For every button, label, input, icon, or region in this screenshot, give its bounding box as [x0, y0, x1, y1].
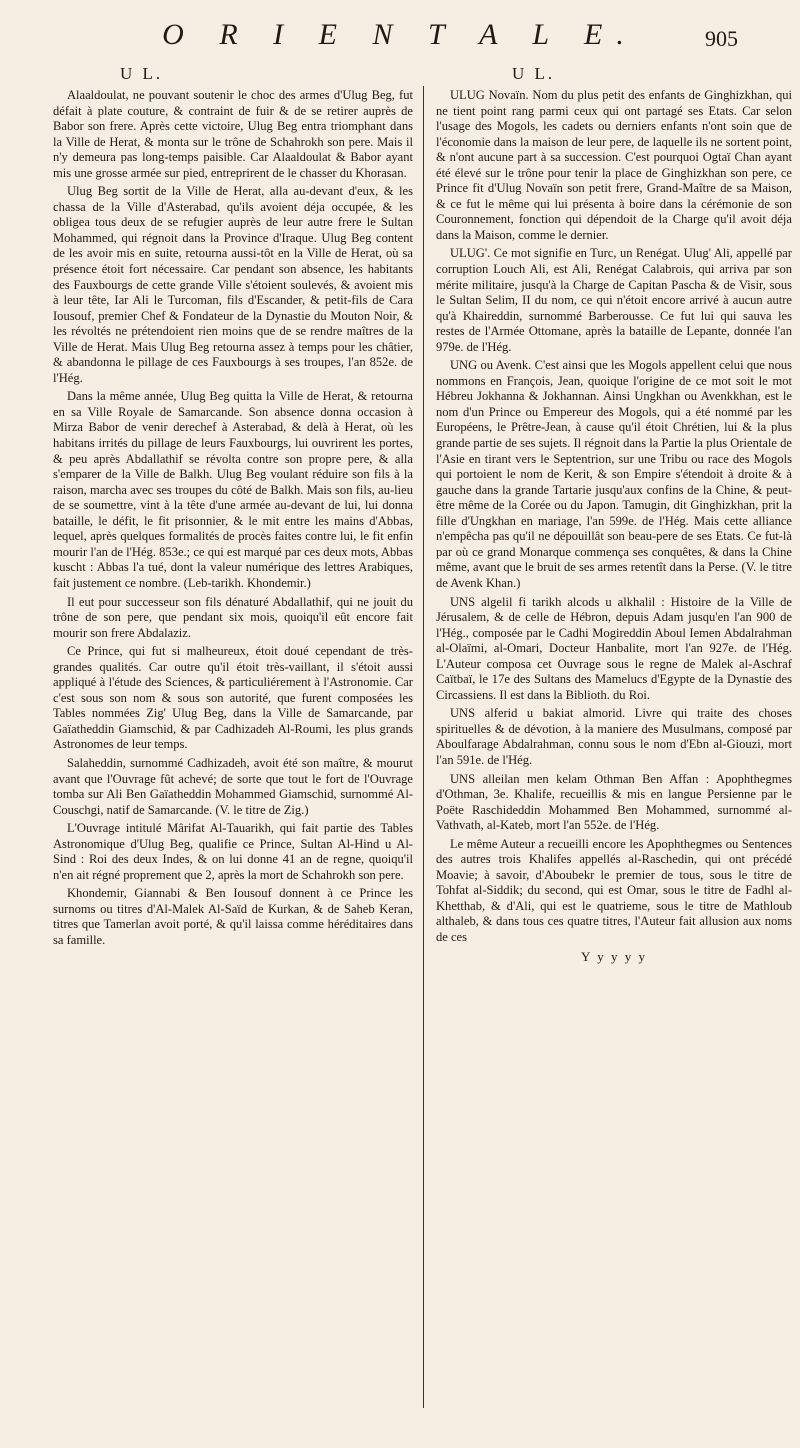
running-head: O R I E N T A L E.	[162, 18, 638, 51]
paragraph: UNS alferid u bakiat almorid. Livre qui traite des choses spirituelles & de dévotion, à la maniere des Musulmans, composé par Aboulfarage Abdalrahman, connu sous le nom d'Ebn al-Giouzi, mort l'an 591e. de l'Hég.	[436, 706, 792, 767]
page-number: 905	[705, 26, 738, 51]
paragraph: Khondemir, Giannabi & Ben Iousouf donnent à ce Prince les surnoms ou titres d'Al-Malek Al-Saïd de Kurkan, & de Saheb Keran, titres que Tamerlan avoit porté, & qu'il laissa comme héréditaires dans sa famille.	[53, 886, 413, 947]
column-divider	[423, 86, 424, 1408]
paragraph: Salaheddin, surnommé Cadhizadeh, avoit été son maître, & mourut avant que l'Ouvrage fût achevé; de sorte que tout le fort de l'Ouvrage tomba sur Ali Ben Gaïatheddin Mohammed Giamschid, surnommé Al-Couschgi, natif de Samarcande. (V. le titre de Zig.)	[53, 755, 413, 817]
left-column	[53, 88, 413, 952]
paragraph: Dans la même année, Ulug Beg quitta la Ville de Herat, & retourna en sa Ville Royale de Samarcande. Son absence donna occasion à Mirza Babor de venir derechef à Asterabad, & delà à Herat, où les habitans irrités du pillage de leurs Fauxbourgs, lui ouvrirent les portes, & peu après Abdallathif se révolta contre son propre pere, & alla s'emparer de la Ville de Balkh. Ulug Beg voulant réduire son fils à la raison, marcha avec ses troupes du côté de Balkh. Mais son fils, au-lieu de se soumettre, vint à la tête d'une armée au-devant de lui, lui donna bataille, le défit, le fit prisonnier, & le mit entre les mains d'Abbas, lequel, après quelques formalités de procès faites contre lui, le fit enfin mourir l'an de l'Hég. 853e.; ce qui est marqué par ces deux mots, Abbas kuscht : Abbas l'a tué, dont la valeur numérique des lettres Arabiques, fait justement ce nombre. (Leb-tarikh. Khondemir.)	[53, 389, 413, 590]
left-column-head: U L.	[120, 64, 164, 83]
paragraph: ULUG'. Ce mot signifie en Turc, un Renégat. Ulug' Ali, appellé par corruption Louch Ali, est Ali, Renégat Calabrois, qui arriva par son mérite militaire, jusqu'à la Charge de Capitan Pascha & de Visir, sous le Sultan Selim, II du nom, ce qui n'étoit encore arrivé à aucun autre qu'à Khaireddin, surnommé Barberousse. Ce fut lui qui sauva les restes de l'Armée Ottomane, après la bataille de Lepante, donnée l'an 979e. de l'Hég.	[436, 246, 792, 354]
right-column	[436, 88, 792, 964]
paragraph: UNS algelil fi tarikh alcods u alkhalil : Histoire de la Ville de Jérusalem, & de celle de Hébron, depuis Adam jusqu'en l'an 900 de l'Hég., composée par le Cadhi Mogireddin Aboul Iemen Abdalrahman al-Olaïmi, al-Omari, Docteur Hanbalite, mort l'an 927e. de l'Hég. L'Auteur composa cet Ouvrage sous le regne de Malek al-Aschraf Caïtbaï, le 17e des Sultans des Mamelucs d'Egypte de la Dynastie des Circassiens. Il est dans la Biblioth. du Roi.	[436, 594, 792, 702]
paragraph: L'Ouvrage intitulé Mârifat Al-Tauarikh, qui fait partie des Tables Astronomique d'Ulug Beg, qualifie ce Prince, Sultan Al-Hind u Al-Sind : Roi des deux Indes, & on lui donne 41 an de regne, quoiqu'il n'en ait régné proprement que 2, après la mort de Schahrokh son pere.	[53, 821, 413, 882]
paragraph: Alaaldoulat, ne pouvant soutenir le choc des armes d'Ulug Beg, fut défait à plate couture, & contraint de fuir & de se retirer auprès de Babor son frere. Après cette victoire, Ulug Beg entra triomphant dans la Ville de Herat, & monta sur le trône de Schahrokh son pere. Mais il n'y demeura pas long-temps paisible. Car Alaaldoulat & Babor ayant mis une grosse armée sur pied, entreprirent de le chasser du Khorasan.	[53, 88, 413, 180]
paragraph: Il eut pour successeur son fils dénaturé Abdallathif, qui ne jouit du trône de son pere, que pendant six mois, quoiqu'il eût encore fait mourir son frere Abdalaziz.	[53, 594, 413, 640]
paragraph: UNG ou Avenk. C'est ainsi que les Mogols appellent celui que nous nommons en François, Jean, quoique l'origine de ce mot soit le mot Hébreu Jokhanna & Jokhannan. Ainsi Ungkhan ou Avenkkhan, est le nom d'un Prince ou Empereur des Mogols, qui a été nommé par les Européens, le Prêtre-Jean, à cause qu'il étoit Chrétien, lui & la plus grande partie de ses sujets. Il régnoit dans la Partie la plus Orientale de l'Asie en tirant vers le Septentrion, sur une Tribu ou race des Mogols qui portoient le nom de Kerit, & son Empire s'étendoit à droite & à gauche dans la grande Tartarie jusqu'aux confins de la Chine, & peut-être même de la Corée ou du Japon. Tamugin, dit Ginghizkhan, prit la fille d'Ungkhan en mariage, l'an 599e. de l'Hég. Mais cette alliance n'empêcha pas qu'il ne dépouillât son beau-pere de ses Etats. Ce fut-là par où ce grand Monarque commença ses conquêtes, & dans la Chine même, avant que le bruit de ses armes retentît dans la Perse. (V. le titre de Avenk Khan.)	[436, 358, 792, 590]
paragraph: Ulug Beg sortit de la Ville de Herat, alla au-devant d'eux, & les chassa de la Ville d'Asterabad, qu'ils avoient déja occupée, & les obligea tous deux de se refugier auprès de leur autre frere le Sultan Mohammed, qui régnoit dans la Province d'Iraque. Ulug Beg content de les avoir mis en suite, retourna aussi-tôt en la Ville de Herat, où sa présence étoit fort nécessaire. Car pendant son absence, les habitants des Fauxbourgs de cette grande Ville s'étoient soulevés, & avoient mis à leur tête, Iar Ali le Turcoman, fils d'Escander, & petit-fils de Cara Iousouf, premier Chef & Fondateur de la Dynastie du Mouton Noir, & les révoltés ne prétendoient rien moins que de se rendre maîtres de la Ville de Herat. Mais Ulug Beg retourna assez à temps pour les châtier, & abandonna le pillage de ces Fauxbourgs à ses troupes, l'an 852e. de l'Hég.	[53, 184, 413, 385]
paragraph: Ce Prince, qui fut si malheureux, étoit doué cependant de très-grandes qualités. Car outre qu'il étoit très-vaillant, il s'étoit aussi appliqué à l'étude des Sciences, & particuliérement à l'Astronomie. Car c'est sous son nom & sous son autorité, que furent composées les Tables nommées Zig' Ulug Beg, dans la Ville de Samarcande, par Gaïatheddin Giamschid, & par Cadhizadeh Al-Roumi, les plus grands Astronomes de leur temps.	[53, 644, 413, 752]
paragraph: ULUG Novaïn. Nom du plus petit des enfants de Ginghizkhan, qui ne tient point rang parmi ceux qui ont partagé ses Etats. Car selon l'usage des Mogols, les cadets ou derniers enfants n'ont soin que de l'économie dans la maison de leur pere, de laquelle ils ne sortent point, & n'ont aucune part à sa succession. C'est pourquoi Ogtaï Chan ayant été élevé sur le trône pour tenir la place de Ginghizkhan son pere, ce Prince fit d'Ulug Novaïn son petit frere, Grand-Maître de sa Maison, & ce fut le même qui lui présenta à boire dans la cérémonie de son Couronnement, fonction qui dépendoit de la Charge qu'il avoit déja dans la Maison, comme le dernier.	[436, 88, 792, 242]
paragraph: Le même Auteur a recueilli encore les Apophthegmes ou Sentences des autres trois Khalifes appellés al-Raschedin, qui ont précédé Moavie; à savoir, d'Aboubekr le premier de tous, sous le titre de Tohfat al-Siddik; du second, qui est Omar, sous le titre de Fadhl al-Khetthab, & d'Ali, qui est le quatrieme, sous le titre de Mathloub althaleb, & dans tous ces quatre titres, l'Auteur fait allusion aux noms de ces	[436, 836, 792, 944]
right-column-head: U L.	[512, 64, 556, 83]
signature-mark: Y y y y y	[581, 948, 647, 964]
paragraph: UNS alleilan men kelam Othman Ben Affan : Apophthegmes d'Othman, 3e. Khalife, recueillis & mis en langue Persienne par le Poëte Raschideddin Mohammed Ben Mohammed, surnommé al-Vathvath, al-Kateb, mort l'an 552e. de l'Hég.	[436, 771, 792, 833]
